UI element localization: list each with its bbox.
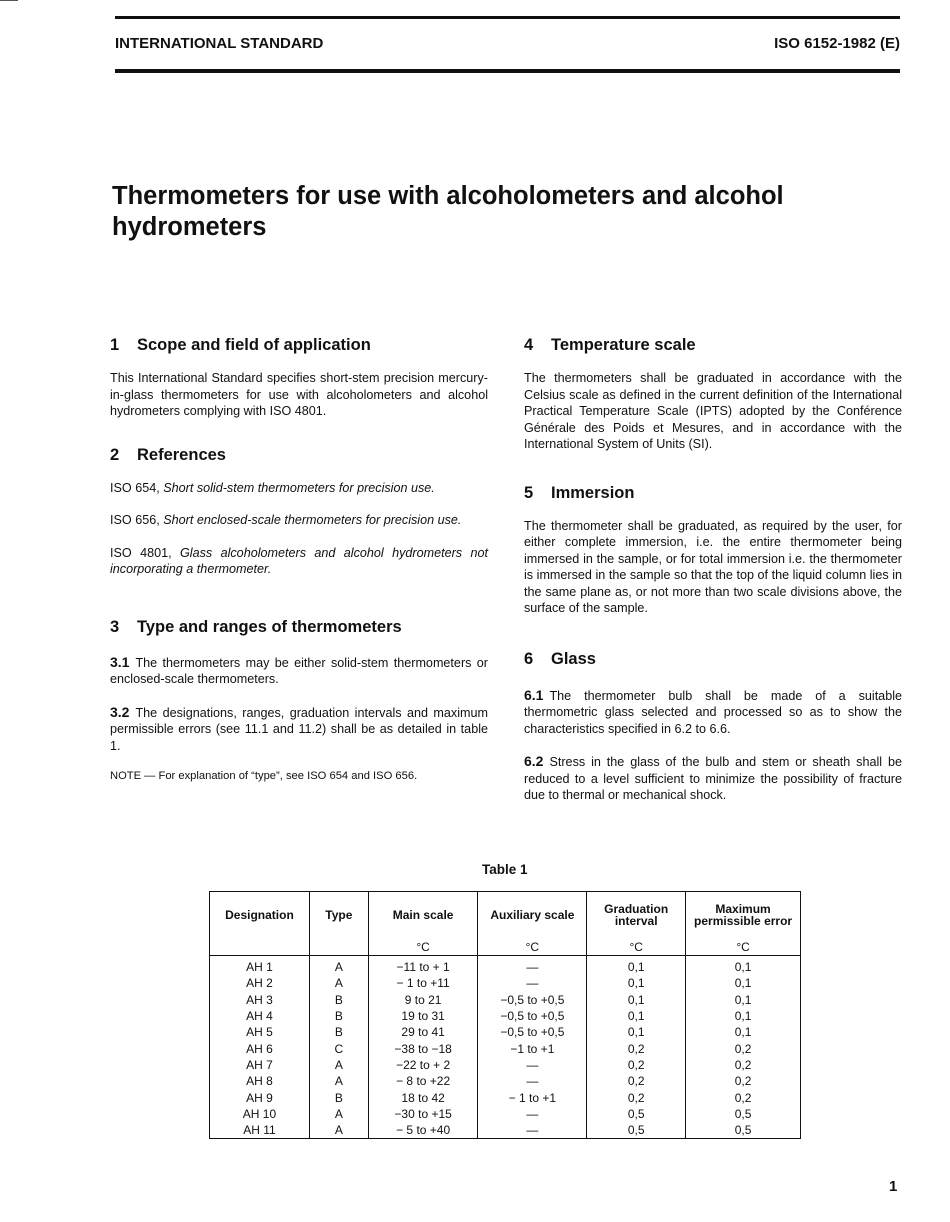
table-row [210,1024,801,1040]
clause-text: The thermometer bulb shall be made of a suitable thermometric glass selected and processed so as to show the characteristics specified in 6.2 to 6.6. [524,688,902,736]
table-cell: −30 to +15 [368,1106,478,1122]
unit-cell [309,938,368,956]
section-heading [524,649,902,669]
table-cell: 0,2 [587,1089,686,1105]
reference-item [110,545,488,578]
clause-3-2 [110,704,488,755]
table-cell: 29 to 41 [368,1024,478,1040]
table-cell: A [309,1073,368,1089]
table-row [210,992,801,1008]
column-header: Maximum permissible error [686,892,801,939]
section-types-ranges [110,617,488,784]
table-cell: AH 1 [210,956,310,976]
table-header-row [210,892,801,939]
clause-text: The thermometers may be either solid-stem thermometers or enclosed-scale thermometers. [110,655,488,686]
section-number: 2 [110,445,120,464]
table-cell: A [309,1122,368,1139]
reference-item [110,512,488,529]
right-column [524,335,902,804]
table-cell: AH 2 [210,975,310,991]
table-cell: B [309,1024,368,1040]
section-number: 4 [524,336,534,354]
section-temperature-scale [524,335,902,453]
unit-cell: °C [368,938,478,956]
section-references [110,445,488,578]
table-cell: — [478,1073,587,1089]
section-title: Type and ranges of thermometers [137,617,402,636]
scope-paragraph: This International Standard specifies short-stem precision mercury-in-glass thermometers for use with alcoholometers and alcohol hydrometers complying with ISO 4801. [110,371,488,418]
table-cell: −22 to + 2 [368,1057,478,1073]
thermometer-table [209,891,801,1139]
table-cell: 0,1 [686,956,801,976]
reference-code: ISO 656, [110,513,164,527]
table-cell: −0,5 to +0,5 [478,1024,587,1040]
table-cell: 0,2 [686,1057,801,1073]
table-row [210,1008,801,1024]
reference-code: ISO 654, [110,480,164,495]
table-cell: 0,1 [587,1024,686,1040]
table-cell: AH 11 [210,1122,310,1139]
table-cell: − 1 to +11 [368,975,478,991]
table-cell: −1 to +1 [478,1040,587,1056]
unit-cell: °C [478,938,587,956]
table-row [210,956,801,976]
section-glass [524,649,902,804]
section-title: Immersion [551,483,635,502]
section-heading [524,335,902,355]
header-bottom-rule [115,69,900,73]
section-title: Temperature scale [551,336,696,354]
reference-code: ISO 4801, [110,545,180,560]
table-cell: −38 to −18 [368,1040,478,1056]
clause-6-2 [524,753,902,804]
section-heading [524,483,902,503]
section-title: Glass [551,649,596,668]
section-heading [110,617,488,637]
table-cell: 19 to 31 [368,1008,478,1024]
table-cell: AH 10 [210,1106,310,1122]
table-cell: 18 to 42 [368,1089,478,1105]
table-cell: AH 9 [210,1089,310,1105]
section-heading [110,445,488,465]
clause-text: The designations, ranges, graduation intervals and maximum permissible errors (see 11.1 and 11.2) shall be as detailed in table 1. [110,705,488,753]
section-immersion [524,483,902,617]
table-cell: −0,5 to +0,5 [478,992,587,1008]
table-cell: A [309,1057,368,1073]
table-caption: Table 1 [482,862,528,877]
table-cell: AH 6 [210,1040,310,1056]
section-heading [110,335,488,355]
table-cell: — [478,1057,587,1073]
column-header: Auxiliary scale [478,892,587,939]
table-row [210,1122,801,1139]
clause-text: Stress in the glass of the bulb and stem or sheath shall be reduced to a level sufficient to minimize the possibility of fracture due to thermal or mechanical shock. [524,755,902,802]
clause-number: 3.2 [110,703,130,720]
table-cell: AH 7 [210,1057,310,1073]
table-cell: − 5 to +40 [368,1122,478,1139]
table-row [210,1106,801,1122]
table-cell: 0,2 [686,1089,801,1105]
table-cell: C [309,1040,368,1056]
table-units-row [210,938,801,956]
table-cell: AH 5 [210,1024,310,1040]
section-number: 5 [524,483,534,502]
note: NOTE — For explanation of “type”, see ISO 654 and ISO 656. [110,770,418,782]
table-cell: 0,5 [686,1122,801,1139]
clause-number: 3.1 [110,653,130,670]
table-row [210,975,801,991]
table-cell: − 1 to +1 [478,1089,587,1105]
table-cell: 0,1 [587,1008,686,1024]
table-cell: 0,1 [686,975,801,991]
table-cell: 0,2 [686,1040,801,1056]
table-cell: B [309,992,368,1008]
table-cell: 0,2 [587,1040,686,1056]
unit-cell [210,938,310,956]
table-row [210,1040,801,1056]
table-cell: 0,2 [686,1073,801,1089]
table-cell: −0,5 to +0,5 [478,1008,587,1024]
document-title: Thermometers for use with alcoholometers and alcohol hydrometers [112,182,784,241]
clause-6-1 [524,687,902,738]
section-title: References [137,445,226,464]
table-cell: — [478,975,587,991]
table-cell: 9 to 21 [368,992,478,1008]
table-cell: 0,1 [686,1008,801,1024]
table-cell: −11 to + 1 [368,956,478,976]
table-cell: 0,5 [587,1122,686,1139]
table-cell: — [478,1106,587,1122]
table-cell: — [478,1122,587,1139]
page-number: 1 [889,1178,898,1195]
table-cell: 0,1 [587,992,686,1008]
table-cell: A [309,1106,368,1122]
table-cell: A [309,975,368,991]
section-number: 1 [110,336,120,354]
column-header: Type [309,892,368,939]
clause-number: 6.1 [524,686,544,703]
table-cell: 0,1 [686,1024,801,1040]
table-row [210,1073,801,1089]
table-row [210,1057,801,1073]
unit-cell: °C [686,938,801,956]
table-cell: 0,2 [587,1073,686,1089]
section-title: Scope and field of application [137,336,371,354]
table-cell: 0,5 [587,1106,686,1122]
section-scope [110,335,488,420]
reference-item [110,480,488,497]
temperature-scale-paragraph: The thermometers shall be graduated in accordance with the Celsius scale as defined in the current definition of the International Practical Temperature Scale (IPTS) adopted by the Conférence Générale des Poids et Mesures, and in accordance with the International System of Units (SI). [524,371,902,451]
corner-mark [0,0,18,1]
table-cell: 0,2 [587,1057,686,1073]
reference-title: Short solid-stem thermometers for precision use. [163,480,435,495]
unit-cell: °C [587,938,686,956]
clause-number: 6.2 [524,753,544,769]
reference-title: Glass alcoholometers and alcohol hydrometers not incorporating a thermometer. [110,545,488,576]
reference-title: Short enclosed-scale thermometers for precision use. [163,513,462,527]
header-document-number: ISO 6152-1982 (E) [774,35,900,52]
table-cell: 0,1 [587,975,686,991]
section-number: 3 [110,617,120,636]
immersion-paragraph: The thermometer shall be graduated, as required by the user, for either complete immersion, i.e. the entire thermometer being immersed in the sample, or for total immersion i.e. the thermometer is immersed in the sample so that the top of the liquid column lies in the same plane as, or not more than two scale divisions above, the surface of the sample. [524,518,902,615]
section-number: 6 [524,649,534,668]
table-cell: − 8 to +22 [368,1073,478,1089]
clause-3-1 [110,654,488,688]
table-cell: 0,1 [587,956,686,976]
column-header: Main scale [368,892,478,939]
header-top-rule [115,16,900,19]
column-header: Graduation interval [587,892,686,939]
table-cell: B [309,1089,368,1105]
table-cell: B [309,1008,368,1024]
table-row [210,1089,801,1105]
table-cell: 0,1 [686,992,801,1008]
column-header: Designation [210,892,310,939]
table-cell: AH 8 [210,1073,310,1089]
table-cell: 0,5 [686,1106,801,1122]
left-column [110,335,488,783]
header-standard-label: INTERNATIONAL STANDARD [115,35,324,52]
table-body [210,956,801,1139]
table-cell: — [478,956,587,976]
table-cell: AH 3 [210,992,310,1008]
table-cell: AH 4 [210,1008,310,1024]
table-cell: A [309,956,368,976]
